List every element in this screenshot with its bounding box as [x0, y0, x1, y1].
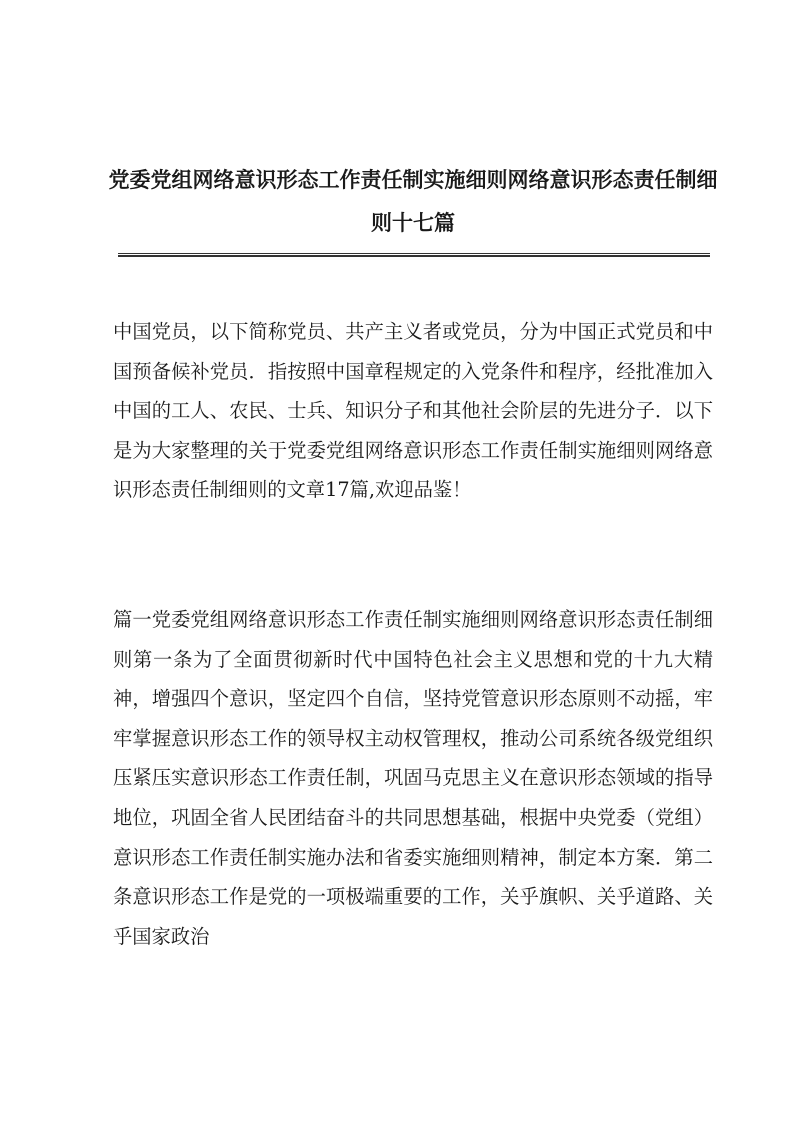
body-paragraph: 篇一党委党组网络意识形态工作责任制实施细则网络意识形态责任制细则第一条为了全面贯彻新时代中国特色社会主义思想和党的十九大精神，增强四个意识，坚定四个自信，坚持党管意识形态原则不动摇，牢牢掌握意识形态工作的领导权主动权管理权，推动公司系统各级党组织压紧压实意识形态工作责任制，巩固马克思主义在意识形态领域的指导地位，巩固全省人民团结奋斗的共同思想基础，根据中央党委（党组）意识形态工作责任制实施办法和省委实施细则精神，制定本方案．第二条意识形态工作是党的一项极端重要的工作，关乎旗帜、关乎道路、关乎国家政治	[113, 608, 713, 948]
title-divider	[118, 253, 710, 257]
intro-paragraph: 中国党员，以下简称党员、共产主义者或党员，分为中国正式党员和中国预备候补党员．指按照中国章程规定的入党条件和程序，经批准加入中国的工人、农民、士兵、知识分子和其他社会阶层的先进分子．以下是为大家整理的关于党委党组网络意识形态工作责任制实施细则网络意识形态责任制细则的文章17篇,欢迎品鉴！	[113, 320, 713, 502]
document-title: 党委党组网络意识形态工作责任制实施细则网络意识形态责任制细则十七篇	[108, 167, 718, 235]
